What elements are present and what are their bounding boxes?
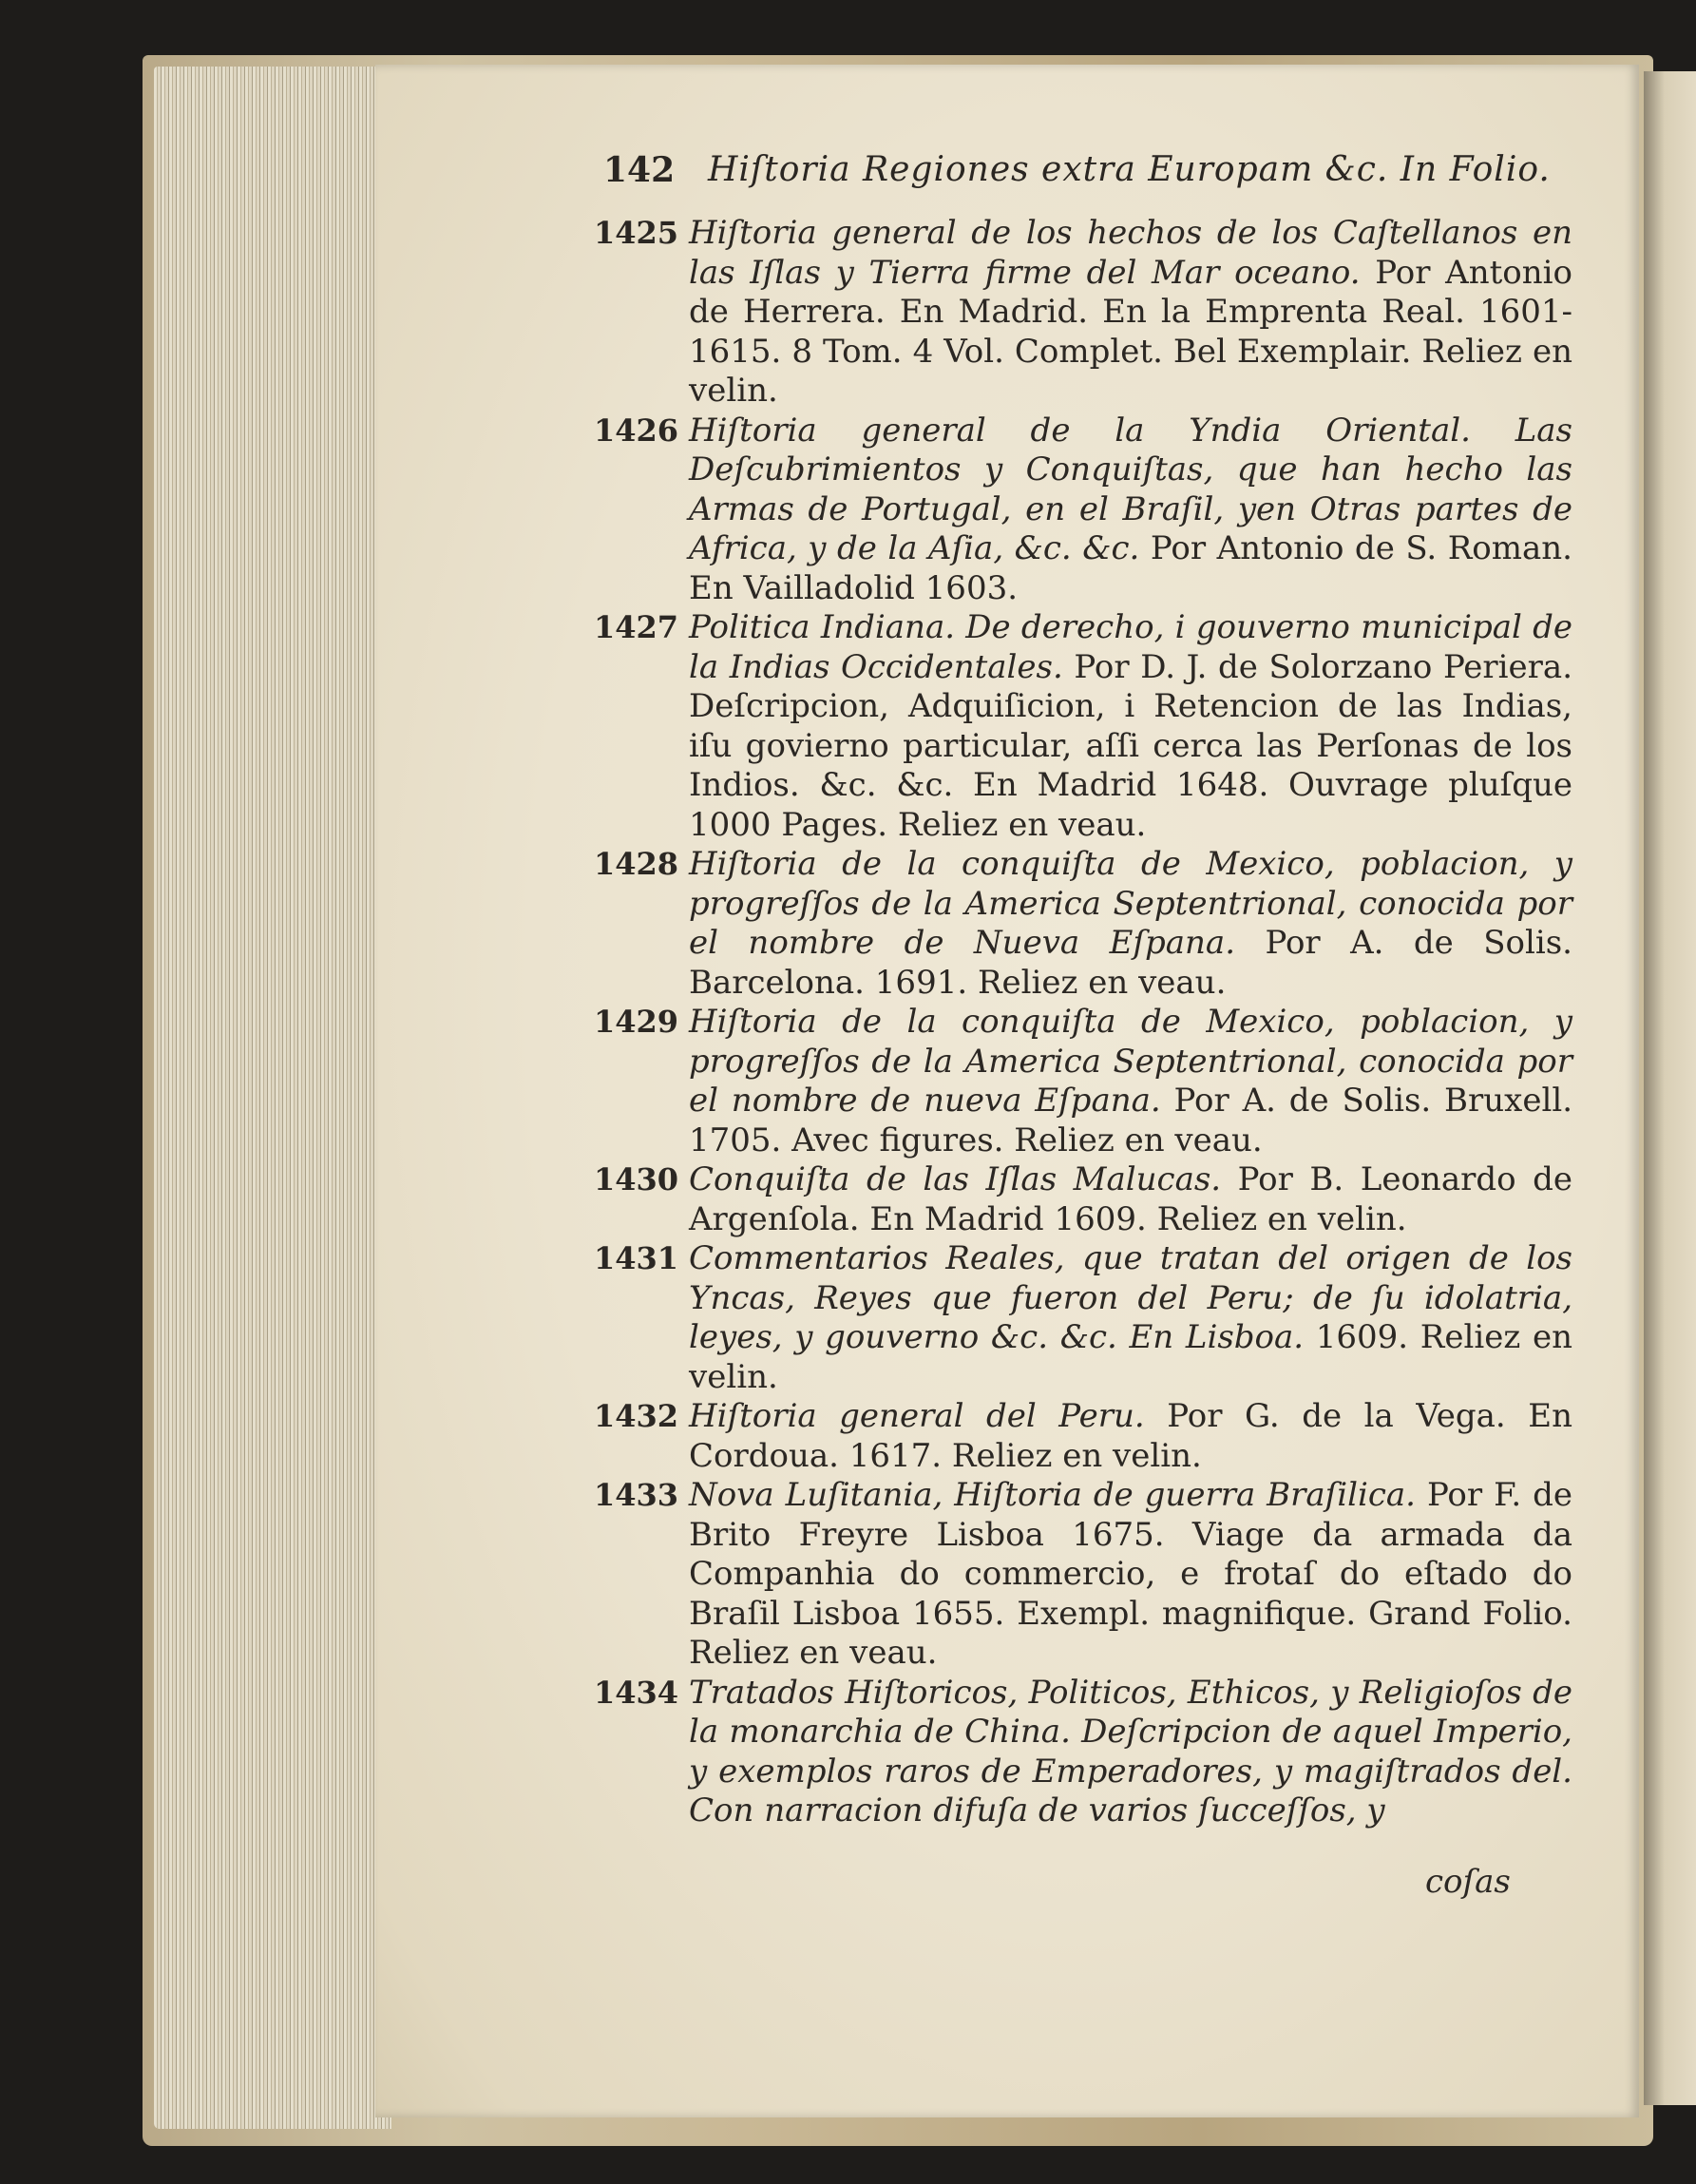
catalog-entry: [594, 1239, 1572, 1397]
catalog-entry: [594, 412, 1572, 609]
entry-details: Por Antonio de Herrera. En Madrid. En la Emprenta Real. 1601-1615. 8 Tom. 4 Vol. Complet. Bel Exemplair. Reliez en velin.: [689, 253, 1573, 410]
catalog-entry: [594, 608, 1572, 845]
entry-details: Por B. Leonardo de Argenſola. En Madrid 1609. Reliez en velin.: [689, 1160, 1572, 1238]
entry-number: 1430: [594, 1161, 679, 1197]
entry-title: Hiſtoria general del Peru.: [689, 1397, 1145, 1435]
entry-number: 1427: [594, 609, 679, 645]
entry-details: Por D. J. de Solorzano Periera. Deſcripcion, Adquiſicion, i Retencion de las Indias, iſu govierno particular, aſſi cerca las Perſonas de los Indios. &c. &c. En Madrid 1648. Ouvrage pluſque 1000 Pages. Reliez en veau.: [689, 647, 1573, 844]
entry-title: Hiſtoria general de los hechos de los Caſtellanos en las Iſlas y Tierra firme del Mar oceano.: [689, 214, 1572, 292]
entry-number: 1429: [594, 1004, 679, 1040]
entry-number: 1425: [594, 215, 679, 251]
facing-page-edge: [1644, 71, 1696, 2105]
entry-title: Nova Luſitania, Hiſtoria de guerra Braſilica.: [689, 1476, 1416, 1514]
entry-title: Politica Indiana. De derecho, i gouverno municipal de la Indias Occidentales.: [689, 608, 1572, 686]
entry-title: Commentarios Reales, que tratan del origen de los Yncas, Reyes que fueron del Peru; de ſu idolatria, leyes, y gouverno &c. &c. En Lisboa.: [689, 1239, 1572, 1356]
entry-title: Hiſtoria general de la Yndia Oriental. Las Deſcubrimientos y Conquiſtas, que han hecho las Armas de Portugal, en el Braſil, yen Otras partes de Africa, y de la Aſia, &c. &c.: [689, 411, 1572, 567]
catalog-entry: [594, 1674, 1572, 1831]
entry-title: Hiſtoria de la conquiſta de Mexico, poblacion, y progreſſos de la America Septentrional, conocida por el nombre de Nueva Eſpana.: [689, 845, 1572, 962]
catalog-entries: [594, 214, 1572, 1831]
entry-number: 1434: [594, 1674, 679, 1711]
entry-details: Por Antonio de S. Roman. En Vailladolid 1603.: [689, 529, 1572, 607]
entry-title: Conquiſta de las Iſlas Malucas.: [689, 1160, 1222, 1198]
page-number: 142: [603, 150, 676, 190]
catalog-entry: [594, 845, 1572, 1003]
entry-number: 1431: [594, 1240, 679, 1276]
catalog-entry: [594, 1003, 1572, 1160]
page-edges: [154, 67, 391, 2129]
entry-number: 1426: [594, 412, 679, 449]
entry-details: 1609. Reliez en velin.: [689, 1318, 1572, 1396]
entry-details: Por F. de Brito Freyre Lisboa 1675. Viage da armada da Companhia do commercio, e frotaſ do eſtado do Braſil Lisboa 1655. Exempl. magnifique. Grand Folio. Reliez en veau.: [689, 1476, 1573, 1672]
entry-number: 1432: [594, 1398, 679, 1434]
running-head: [603, 150, 1563, 200]
entry-details: Por G. de la Vega. En Cordoua. 1617. Reliez en velin.: [689, 1397, 1572, 1475]
catchword: coſas: [1425, 1863, 1511, 1901]
catalog-entry: [594, 214, 1572, 412]
catalog-entry: [594, 1160, 1572, 1239]
entry-number: 1433: [594, 1477, 679, 1513]
entry-details: Por A. de Solis. Bruxell. 1705. Avec figures. Reliez en veau.: [689, 1082, 1573, 1159]
entry-details: Por A. de Solis. Barcelona. 1691. Reliez en veau.: [689, 924, 1572, 1002]
catalog-entry: [594, 1476, 1572, 1674]
entry-title: Tratados Hiſtoricos, Politicos, Ethicos, y Religioſos de la monarchia de China. Deſcripcion de aquel Imperio, y exemplos raros de Emperadores, y magiſtrados del. Con narracion difuſa de varios ſucceſſos, y: [689, 1673, 1572, 1830]
entry-number: 1428: [594, 846, 679, 882]
running-title: Hiſtoria Regiones extra Europam &c. In Folio.: [708, 150, 1551, 189]
entry-title: Hiſtoria de la conquiſta de Mexico, poblacion, y progreſſos de la America Septentrional, conocida por el nombre de nueva Eſpana.: [689, 1003, 1572, 1120]
catalog-entry: [594, 1397, 1572, 1476]
